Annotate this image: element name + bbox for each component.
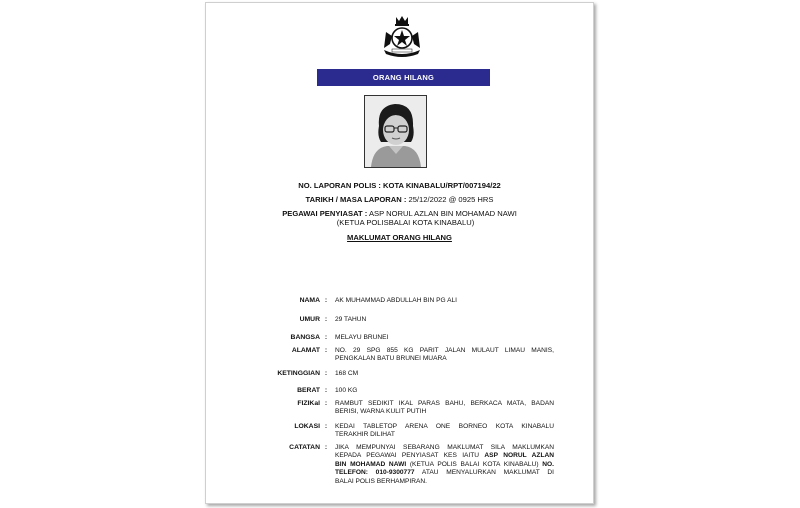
- missing-person-photo: [364, 95, 427, 168]
- section-title: MAKLUMAT ORANG HILANG: [347, 233, 452, 242]
- address-line: PENGKALAN BATU BRUNEI MUARA: [335, 355, 447, 363]
- officer-role: (KETUA POLISBALAI KOTA KINABALU): [336, 218, 475, 227]
- colon: :: [324, 316, 328, 323]
- field-value-lokasi: [335, 423, 554, 440]
- field-label-lokasi: LOKASI: [294, 423, 320, 430]
- colon: :: [324, 387, 328, 394]
- field-value-berat: 100 KG: [335, 387, 358, 394]
- field-label-umur: UMUR: [299, 316, 320, 323]
- field-value-fizikal: [335, 400, 554, 417]
- physical-line: RAMBUT SEDIKIT IKAL PARAS BAHU, BERKACA MATA, BADAN: [335, 400, 554, 407]
- notes-line: JIKA MEMPUNYAI SEBARANG MAKLUMAT SILA MAKLUMKAN: [335, 444, 554, 451]
- colon: :: [324, 334, 328, 341]
- colon: :: [324, 400, 328, 407]
- field-value-catatan: [335, 444, 554, 486]
- investigating-officer: PEGAWAI PENYIASAT : ASP NORUL AZLAN BIN MOHAMAD NAWI: [282, 209, 517, 218]
- field-label-ketinggian: KETINGGIAN: [277, 370, 320, 377]
- field-value-bangsa: MELAYU BRUNEI: [335, 334, 389, 341]
- notes-line: BIN MOHAMAD NAWI (KETUA POLIS BALAI KOTA KINABALU) NO.: [335, 460, 554, 468]
- field-label-nama: NAMA: [299, 297, 320, 304]
- notes-line: KEPADA PEGAWAI PENYIASAT KES IAITU ASP NORUL AZLAN: [335, 452, 554, 460]
- location-line: TERAKHIR DILIHAT: [335, 431, 395, 439]
- police-crest-logo: [378, 14, 426, 60]
- report-date: TARIKH / MASA LAPORAN : 25/12/2022 @ 0925 HRS: [305, 195, 494, 204]
- colon: :: [324, 423, 328, 430]
- physical-line: BERISI, WARNA KULIT PUTIH: [335, 408, 427, 416]
- field-value-umur: 29 TAHUN: [335, 316, 367, 323]
- missing-person-banner: ORANG HILANG: [317, 69, 490, 86]
- location-line: KEDAI TABLETOP ARENA ONE BORNEO KOTA KINABALU: [335, 423, 554, 430]
- field-value-ketinggian: 168 CM: [335, 370, 359, 377]
- address-line: NO. 29 SPG 855 KG PARIT JALAN MULAUT LIMAU MANIS,: [335, 347, 554, 354]
- colon: :: [324, 444, 328, 451]
- field-label-catatan: CATATAN: [289, 444, 320, 451]
- field-label-berat: BERAT: [297, 387, 320, 394]
- report-number: NO. LAPORAN POLIS : KOTA KINABALU/RPT/007194/22: [298, 181, 501, 190]
- colon: :: [324, 297, 328, 304]
- field-label-alamat: ALAMAT: [291, 347, 320, 354]
- field-label-fizikal: FIZIKal: [297, 400, 320, 407]
- notes-line: BALAI POLIS BERHAMPIRAN.: [335, 477, 427, 485]
- colon: :: [324, 347, 328, 354]
- field-value-alamat: [335, 347, 554, 364]
- colon: :: [324, 370, 328, 377]
- field-value-nama: AK MUHAMMAD ABDULLAH BIN PG ALI: [335, 297, 458, 304]
- notes-line: TELEFON: 010-9300777 ATAU MENYALURKAN MAKLUMAT DI: [335, 469, 554, 477]
- field-label-bangsa: BANGSA: [290, 334, 320, 341]
